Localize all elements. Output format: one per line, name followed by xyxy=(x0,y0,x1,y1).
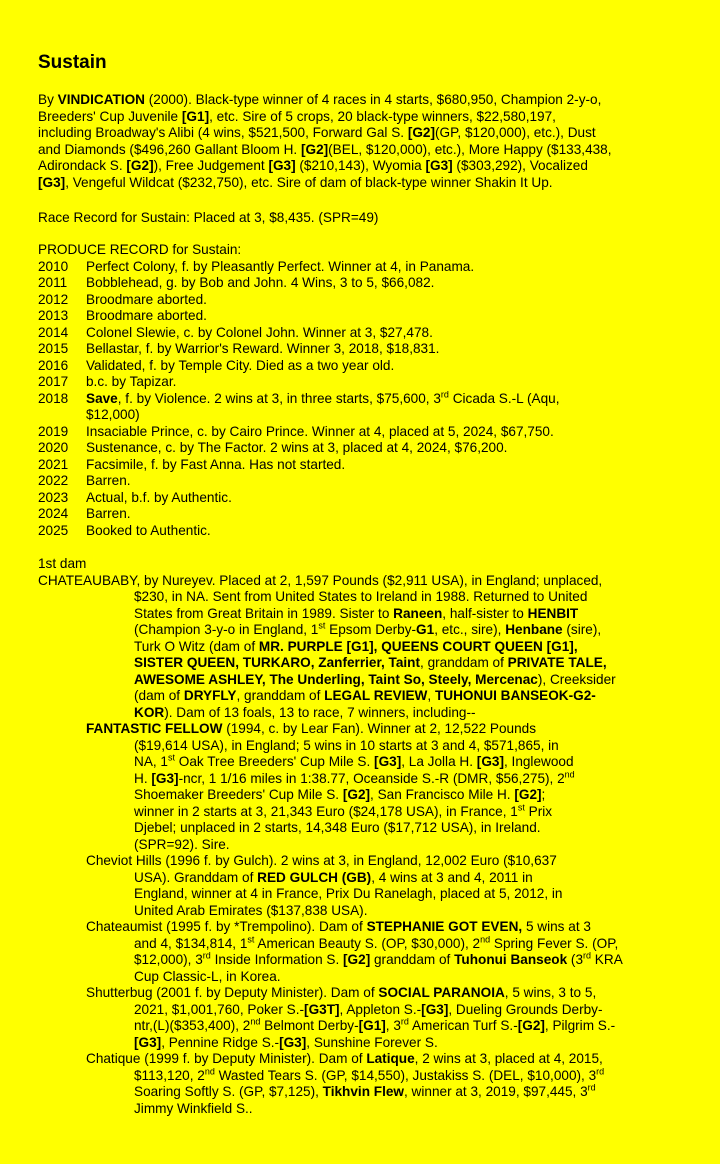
produce-year: 2022 xyxy=(38,473,69,488)
dam-line: Djebel; unplaced in 2 starts, 14,348 Euro ($17,712 USA), in Ireland. xyxy=(134,820,541,835)
first-dam-section xyxy=(38,556,668,1117)
produce-row xyxy=(38,388,668,408)
produce-text: Colonel Slewie, c. by Colonel John. Winner at 3, $27,478. xyxy=(86,324,433,340)
dam-line: 2021, $1,001,760, Poker S.-[G3T], Appleton S.-[G3], Dueling Grounds Derby- xyxy=(134,1001,603,1017)
produce-row xyxy=(38,308,668,325)
dam-line: [G3], Pennine Ridge S.-[G3], Sunshine Forever S. xyxy=(134,1034,438,1050)
produce-row xyxy=(38,358,668,375)
produce-year: 2016 xyxy=(38,357,69,373)
dam-line: Soaring Softly S. (GP, $7,125), Tikhvin Flew, winner at 3, 2019, $97,445, 3rd xyxy=(134,1082,596,1099)
sire-paragraph-line: Breeders' Cup Juvenile [G1], etc. Sire of 5 crops, 20 black-type winners, $22,580,197, xyxy=(38,108,556,124)
dam-line: $12,000), 3rd Inside Information S. [G2] granddam of Tuhonui Banseok (3rd KRA xyxy=(134,950,623,967)
race-record: Race Record for Sustain: Placed at 3, $8,435. (SPR=49) xyxy=(38,210,379,225)
produce-year: 2013 xyxy=(38,308,69,323)
produce-text: Validated, f. by Temple City. Died as a two year old. xyxy=(86,357,395,373)
produce-row xyxy=(38,275,668,292)
produce-text: Barren. xyxy=(86,473,131,488)
produce-record-header: PRODUCE RECORD for Sustain: xyxy=(38,242,242,257)
produce-year: 2017 xyxy=(38,374,69,389)
produce-entry-line: Chatique (1999 f. by Deputy Minister). Dam of Latique, 2 wins at 3, placed at 4, 2015, xyxy=(86,1051,603,1066)
produce-year: 2010 xyxy=(38,258,69,274)
produce-year: 2021 xyxy=(38,456,69,472)
sire-paragraph xyxy=(38,92,668,191)
produce-year: 2019 xyxy=(38,423,69,439)
produce-year: 2023 xyxy=(38,489,69,505)
produce-row xyxy=(38,490,668,507)
dam-line: and 4, $134,814, 1st American Beauty S. (OP, $30,000), 2nd Spring Fever S. (OP, xyxy=(134,933,619,951)
dam-line: KOR). Dam of 13 foals, 13 to race, 7 winners, including-- xyxy=(134,704,476,720)
produce-row xyxy=(38,259,668,276)
produce-text: Save, f. by Violence. 2 wins at 3, in three starts, $75,600, 3rd Cicada S.-L (Aqu, xyxy=(86,388,560,406)
produce-row xyxy=(38,506,668,523)
dam-line: States from Great Britain in 1989. Sister to Raneen, half-sister to HENBIT xyxy=(134,605,579,621)
produce-year: 2024 xyxy=(38,506,69,521)
sire-paragraph-line: and Diamonds ($496,260 Gallant Bloom H. [G2](BEL, $120,000), etc.), More Happy ($133,438, xyxy=(38,141,612,157)
dam-line: winner in 2 starts at 3, 21,343 Euro ($24,178 USA), in France, 1st Prix xyxy=(134,801,553,819)
produce-text: Actual, b.f. by Authentic. xyxy=(86,489,232,505)
produce-row xyxy=(38,473,668,490)
produce-year: 2012 xyxy=(38,291,69,307)
produce-text: Facsimile, f. by Fast Anna. Has not started. xyxy=(86,456,346,472)
produce-entry-line: Chateaumist (1995 f. by *Trempolino). Dam of STEPHANIE GOT EVEN, 5 wins at 3 xyxy=(86,919,591,934)
produce-text: Perfect Colony, f. by Pleasantly Perfect. Winner at 4, in Panama. xyxy=(86,258,475,274)
produce-year: 2014 xyxy=(38,324,69,340)
produce-row xyxy=(38,440,668,457)
produce-row xyxy=(38,341,668,358)
dam-line: NA, 1st Oak Tree Breeders' Cup Mile S. [G3], La Jolla H. [G3], Inglewood xyxy=(134,752,574,769)
produce-year: 2011 xyxy=(38,275,68,290)
dam-line: Shoemaker Breeders' Cup Mile S. [G2], San Francisco Mile H. [G2]; xyxy=(134,787,546,802)
dam-paragraph xyxy=(38,573,668,1118)
first-dam-label: 1st dam xyxy=(38,556,87,571)
produce-year: 2025 xyxy=(38,522,69,538)
produce-text: Broodmare aborted. xyxy=(86,291,207,307)
dam-line: (Champion 3-y-o in England, 1st Epsom Derby-G1, etc., sire), Henbane (sire), xyxy=(134,620,602,637)
dam-line: SISTER QUEEN, TURKARO, Zanferrier, Taint, granddam of PRIVATE TALE, xyxy=(134,655,607,670)
produce-entry-line: FANTASTIC FELLOW (1994, c. by Lear Fan). Winner at 2, 12,522 Pounds xyxy=(86,721,537,736)
dam-line: $230, in NA. Sent from United States to Ireland in 1988. Returned to United xyxy=(134,589,588,604)
produce-text: Broodmare aborted. xyxy=(86,308,207,323)
produce-text: Booked to Authentic. xyxy=(86,522,211,538)
produce-row xyxy=(38,523,668,540)
produce-text: Barren. xyxy=(86,506,131,521)
page-title: Sustain xyxy=(38,52,107,73)
dam-line: (dam of DRYFLY, granddam of LEGAL REVIEW, TUHONUI BANSEOK-G2- xyxy=(134,688,596,703)
produce-text: Insaciable Prince, c. by Cairo Prince. Winner at 4, placed at 5, 2024, $67,750. xyxy=(86,423,554,439)
produce-row xyxy=(38,325,668,342)
produce-year: 2015 xyxy=(38,341,69,356)
produce-row xyxy=(38,424,668,441)
dam-line: United Arab Emirates ($137,838 USA). xyxy=(134,902,368,918)
sire-paragraph-line: including Broadway's Alibi (4 wins, $521,500, Forward Gal S. [G2](GP, $120,000), etc.), Dust xyxy=(38,125,596,140)
produce-text: Sustenance, c. by The Factor. 2 wins at 3, placed at 4, 2024, $76,200. xyxy=(86,440,508,455)
sire-paragraph-line: By VINDICATION (2000). Black-type winner of 4 races in 4 starts, $680,950, Champion 2-y-o, xyxy=(38,92,602,107)
produce-text-continuation: $12,000) xyxy=(86,407,140,422)
dam-line: H. [G3]-ncr, 1 1/16 miles in 1:38.77, Oceanside S.-R (DMR, $56,275), 2nd xyxy=(134,768,575,786)
produce-text: Bellastar, f. by Warrior's Reward. Winner 3, 2018, $18,831. xyxy=(86,341,440,356)
produce-record-section xyxy=(38,242,668,539)
produce-row xyxy=(38,292,668,309)
produce-text: b.c. by Tapizar. xyxy=(86,374,177,389)
produce-entry-line: Shutterbug (2001 f. by Deputy Minister). Dam of SOCIAL PARANOIA, 5 wins, 3 to 5, xyxy=(86,985,597,1000)
dam-line: Cup Classic-L, in Korea. xyxy=(134,968,281,984)
produce-list xyxy=(38,259,668,540)
dam-line: Jimmy Winkfield S.. xyxy=(134,1100,253,1116)
produce-entry-line: Cheviot Hills (1996 f. by Gulch). 2 wins at 3, in England, 12,002 Euro ($10,637 xyxy=(86,853,557,868)
produce-row xyxy=(38,374,668,391)
sire-paragraph-line: Adirondack S. [G2]), Free Judgement [G3] ($210,143), Wyomia [G3] ($303,292), Vocalized xyxy=(38,158,588,173)
dam-line: Turk O Witz (dam of MR. PURPLE [G1], QUEENS COURT QUEEN [G1], xyxy=(134,638,578,654)
produce-row xyxy=(38,457,668,474)
produce-year: 2018 xyxy=(38,390,69,406)
dam-line: USA). Granddam of RED GULCH (GB), 4 wins at 3 and 4, 2011 in xyxy=(134,869,533,885)
sire-paragraph-line: [G3], Vengeful Wildcat ($232,750), etc. Sire of dam of black-type winner Shakin It Up. xyxy=(38,174,553,190)
dam-line: England, winner at 4 in France, Prix Du Ranelagh, placed at 5, 2012, in xyxy=(134,886,563,901)
produce-text: Bobblehead, g. by Bob and John. 4 Wins, 3 to 5, $66,082. xyxy=(86,275,435,290)
dam-line: ($19,614 USA), in England; 5 wins in 10 starts at 3 and 4, $571,865, in xyxy=(134,737,559,753)
produce-year: 2020 xyxy=(38,440,69,455)
dam-line: $113,120, 2nd Wasted Tears S. (GP, $14,550), Justakiss S. (DEL, $10,000), 3rd xyxy=(134,1065,605,1083)
dam-line: ntr,(L)($353,400), 2nd Belmont Derby-[G1], 3rd American Turf S.-[G2], Pilgrim S.- xyxy=(134,1016,616,1033)
dam-line: AWESOME ASHLEY, The Underling, Taint So, Steely, Mercenac), Creeksider xyxy=(134,671,616,687)
dam-line: (SPR=92). Sire. xyxy=(134,836,230,852)
dam-line: CHATEAUBABY, by Nureyev. Placed at 2, 1,597 Pounds ($2,911 USA), in England; unplaced, xyxy=(38,572,603,588)
